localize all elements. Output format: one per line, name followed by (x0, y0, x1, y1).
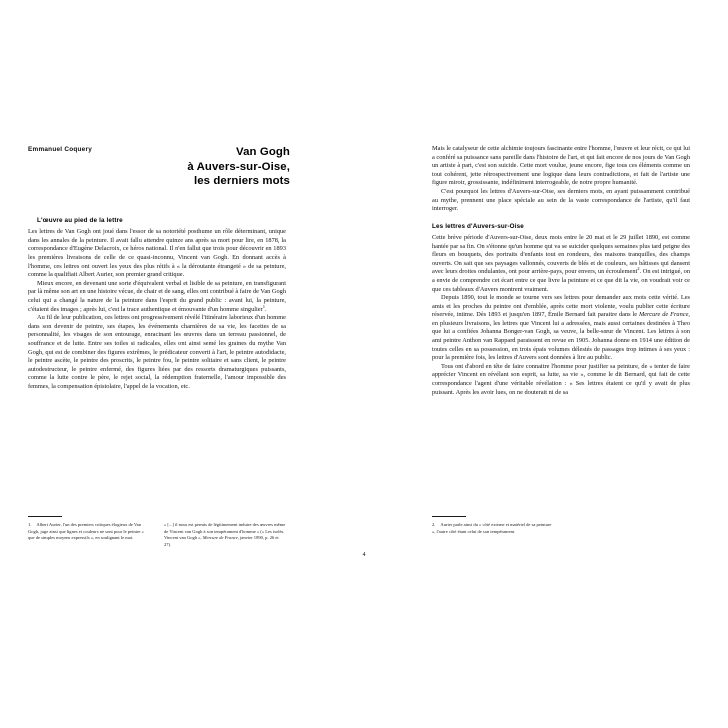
paragraph: Au fil de leur publication, ces lettres ont progressivement révélé l'itinéraire laborieux d'un homme dans son devenir de peintre, ses étapes, les événements charnières de sa vie, les facettes de sa personnalité, les visages de son entourage, enracinant les œuvres dans un terreau passionnel, de souffrance et de lutte. Entre ses toiles si radicales, elles ont ainsi semé les graines du mythe Van Gogh, qui est de combiner des figures extrêmes, le prédicateur converti à l'art, le peintre autodidacte, le peintre ascète, le peintre des proscrits, le peintre fou, le peintre solitaire et sans client, le peintre autodestructeur, le peintre enfermé, des figures liées par des ressorts dramaturgiques puissants, comme la lutte contre le père, le rejet social, la rédemption fraternelle, l'amour impossible des femmes, la compensation épistolaire, l'appel de la vocation, etc. (28, 314, 286, 390)
paragraph: Mieux encore, en devenant une sorte d'équivalent verbal et lisible de sa peinture, en transfigurant par là même son art en une histoire vécue, de chair et de sang, elles ont contribué à faire de Van Gogh celui qui a changé la nature de la peinture dans l'esprit du grand public : avant lui, la peinture, c'étaient des images ; après lui, c'est la trace authentique et émouvante d'un homme singulier$^1$. (28, 279, 286, 313)
footnote-marker-1: 1 (262, 303, 266, 309)
page-number: 4 (362, 551, 366, 558)
footnote-text: Albert Aurier, l'un des premiers critiques élogieux de Van Gogh, juge ainsi que lignes et couleurs ne sont pour le peintre « que de simples moyens expressifs », en soulignant le mot. (28, 522, 144, 540)
footnote-item-empty (568, 522, 690, 535)
section-heading-loeuvre: L'œuvre au pied de la lettre (37, 217, 123, 224)
article-title (150, 145, 290, 189)
footnote-rule (28, 516, 62, 517)
paragraph-text: Mieux encore, en devenant une sorte d'équivalent verbal et lisible de sa peinture, en transfigurant par là même son art en une histoire vécue, de chair et de sang, elles ont contribué à faire de Van Gogh celui qui a changé la nature de la peinture dans l'esprit du grand public : avant lui, la peinture, c'étaient des images ; après lui, c'est la trace authentique et émouvante d'un homme singulier (28, 279, 286, 313)
right-footnotes (432, 516, 690, 535)
paragraph: C'est pourquoi les lettres d'Auvers-sur-Oise, ses derniers mots, en ayant puissamment contribué au mythe, prennent une place spéciale au sein de la vaste correspondance de l'artiste, qu'il faut interroger. (432, 187, 690, 213)
title-line-1: Van Gogh (236, 146, 290, 158)
paragraph-text: Cette brève période d'Auvers-sur-Oise, deux mois entre le 20 mai et le 29 juillet 1890, est comme hantée par sa fin. On s'étonne qu'un homme qui va se suicider quelques semaines plus tard peigne des fleurs en bouquets, des portraits d'enfants tout en rondeurs, des maisons tranquilles, des champs ouverts. On sait que ses paysages vallonnés, couverts de blés et de couleurs, ses bâtisses qui dansent avec leurs droites ondulantes, ont pour arrière-pays, pour envers, un écroulement (432, 233, 690, 276)
footnote-text-tail: , janvier 1890, p. 26 et 27). (164, 535, 279, 547)
right-page-column (432, 145, 690, 397)
paragraph-text-tail: , en plusieurs livraisons, les lettres que Vincent lui a adressées, mais aussi certaines destinées à Theo que lui a confiées Johanna Bonger-van Gogh, sa veuve, la belle-sœur de Vincent. Les lettres à son ami peintre Anthon van Rappard paraissent en revue en 1905. Johanna donne en 1914 une édition de toutes celles en sa possession, en trois épais volumes délestés de passages trop intimes à ses yeux : pour la première fois, les lettres d'Auvers sont données à lire au public. (432, 311, 690, 362)
paragraph: Les lettres de Van Gogh ont joué dans l'essor de sa notoriété posthume un rôle déterminant, unique dans les annales de la peinture. Il avait fallu attendre quinze ans après sa mort pour lire, en 1878, la correspondance d'Eugène Delacroix, ce héros national. Il n'en fallut que trois pour découvrir en 1893 les premières livraisons de celle de ce quasi-inconnu, Vincent van Gogh. En donnant accès à l'homme, ces lettres ont ouvert les yeux des plus rétifs à « la déroutante étrangeté » de sa peinture, comme la qualifiait Albert Aurier, son premier grand critique. (28, 228, 286, 279)
left-body-text (28, 228, 286, 391)
italic-journal-name: Mercure de France (638, 311, 689, 319)
section-heading-lettres-auvers: Les lettres d'Auvers-sur-Oise (432, 222, 524, 230)
title-line-2: à Auvers-sur-Oise, (187, 160, 290, 173)
author-name: Emmanuel Coquery (28, 146, 93, 153)
footnote-text: Aurier parle ainsi du « côté externe et matériel de sa peinture », l'autre côté étant celui de son tempérament. (432, 522, 552, 534)
footnote-item (164, 522, 286, 548)
footnote-item (432, 522, 554, 535)
paragraph: Mais le catalyseur de cette alchimie toujours fascinante entre l'homme, l'œuvre et leur récit, ce qui lui a conféré sa puissance sans pareille dans l'histoire de l'art, et qui fait encore de nos jours de Van Gogh un artiste à part, c'est son suicide. Cette mort voulue, jeune encore, fige tous ces éléments comme un tout cohérent, jette rétrospectivement une logique dans leurs contradictions, et fait de l'artiste une figure miroir, grossissante, indéfiniment interrogeable, de notre propre humanité. (432, 145, 690, 187)
paragraph-text: Depuis 1890, tout le monde se tourne vers ses lettres pour demander aux mots cette vérité. Les amis et les proches du peintre ont d'emblée, après cette mort violente, voulu publier cette écriture réservée, intime. Dès 1893 et jusqu'en 1897, Émile Bernard fait paraitre dans le (432, 294, 690, 319)
paragraph (432, 294, 690, 363)
footnote-item (28, 522, 150, 548)
right-body-text-2 (432, 234, 690, 397)
footnote-italic-title: Mercure de France (202, 535, 238, 540)
footnote-number: 2. (432, 522, 436, 527)
footnote-marker-2: 2 (637, 266, 640, 272)
footnote-rule (432, 516, 466, 517)
paragraph: Tous ont d'abord en tête de faire connaitre l'homme pour justifier sa peinture, de « tenter de faire apprécier Vincent en révélant son esprit, sa lutte, sa vie », comme le dit Bernard, qui fait de cette correspondance l'agent d'une véritable révélation : « Ses lettres étaient ce qu'il y avait de plus puissant. Après les avoir lues, on ne douterait ni de sa (432, 362, 690, 396)
title-line-3: les derniers mots (193, 175, 290, 188)
footnote-text: « [...] il nous est permis de légitimement induire des œuvres même de Vincent van Gogh à son tempérament d'homme » (« Les isolés. Vincent van Gogh », (164, 522, 286, 540)
left-footnotes (28, 516, 286, 548)
right-body-text (432, 145, 690, 214)
paragraph (432, 234, 690, 294)
footnote-number: 1. (28, 522, 32, 527)
paragraph-text-tail: . On est intrigué, on a envie de comprendre cet écart entre ce que livre la peinture et ce que dit la vie, on voudrait voir ce que ces tableaux d'Auvers montrent vraiment. (432, 268, 690, 293)
